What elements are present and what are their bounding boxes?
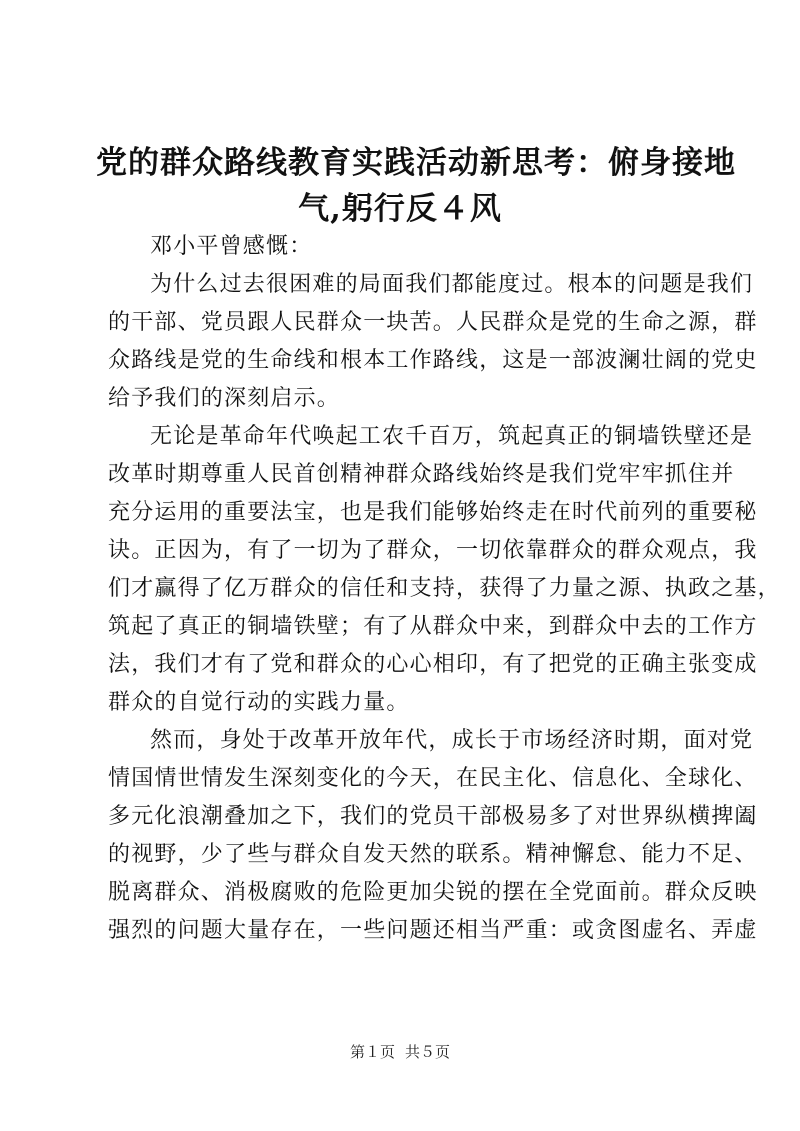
text-line: 多元化浪潮叠加之下，我们的党员干部极易多了对世界纵横捭阖 bbox=[108, 804, 758, 829]
text-line: 无论是革命年代唤起工农千百万，筑起真正的铜墙铁壁还是 bbox=[150, 424, 754, 449]
text-line: 法，我们才有了党和群众的心心相印，有了把党的正确主张变成 bbox=[108, 652, 758, 677]
paragraph bbox=[108, 418, 781, 722]
document-body bbox=[108, 228, 781, 950]
title-line: 气,躬行反４风 bbox=[298, 191, 502, 227]
text-line: 邓小平曾感慨： bbox=[150, 234, 313, 259]
page-total: 共５页 bbox=[405, 1043, 451, 1061]
text-line: 给予我们的深刻启示。 bbox=[108, 386, 341, 411]
title-line: 党的群众路线教育实践活动新思考：俯身接地 bbox=[96, 145, 736, 181]
text-line: 众路线是党的生命线和根本工作路线，这是一部波澜壮阔的党史 bbox=[108, 348, 758, 373]
page-number: 第１页 bbox=[349, 1043, 395, 1061]
text-line: 然而，身处于改革开放年代，成长于市场经济时期，面对党 bbox=[150, 728, 754, 753]
text-line: 充分运用的重要法宝，也是我们能够始终走在时代前列的重要秘 bbox=[108, 500, 758, 525]
text-line: 们才赢得了亿万群众的信任和支持，获得了力量之源、执政之基， bbox=[108, 576, 781, 601]
text-line: 的视野，少了些与群众自发天然的联系。精神懈怠、能力不足、 bbox=[108, 842, 758, 867]
paragraph bbox=[108, 266, 758, 418]
text-line: 为什么过去很困难的局面我们都能度过。根本的问题是我们 bbox=[150, 272, 754, 297]
text-line: 诀。正因为，有了一切为了群众，一切依靠群众的群众观点，我 bbox=[108, 538, 758, 563]
text-line: 改革时期尊重人民首创精神群众路线始终是我们党牢牢抓住并 bbox=[108, 462, 735, 487]
paragraph bbox=[108, 228, 704, 266]
text-line: 脱离群众、消极腐败的危险更加尖锐的摆在全党面前。群众反映 bbox=[108, 880, 758, 905]
text-line: 的干部、党员跟人民群众一块苦。人民群众是党的生命之源，群 bbox=[108, 310, 758, 335]
paragraph bbox=[108, 722, 758, 950]
text-line: 筑起了真正的铜墙铁壁；有了从群众中来，到群众中去的工作方 bbox=[108, 614, 758, 639]
text-line: 情国情世情发生深刻变化的今天，在民主化、信息化、全球化、 bbox=[108, 766, 758, 791]
text-line: 群众的自觉行动的实践力量。 bbox=[108, 690, 410, 715]
page-footer bbox=[0, 1042, 800, 1062]
document-title bbox=[96, 140, 736, 232]
text-line: 强烈的问题大量存在，一些问题还相当严重：或贪图虚名、弄虚 bbox=[108, 918, 758, 943]
